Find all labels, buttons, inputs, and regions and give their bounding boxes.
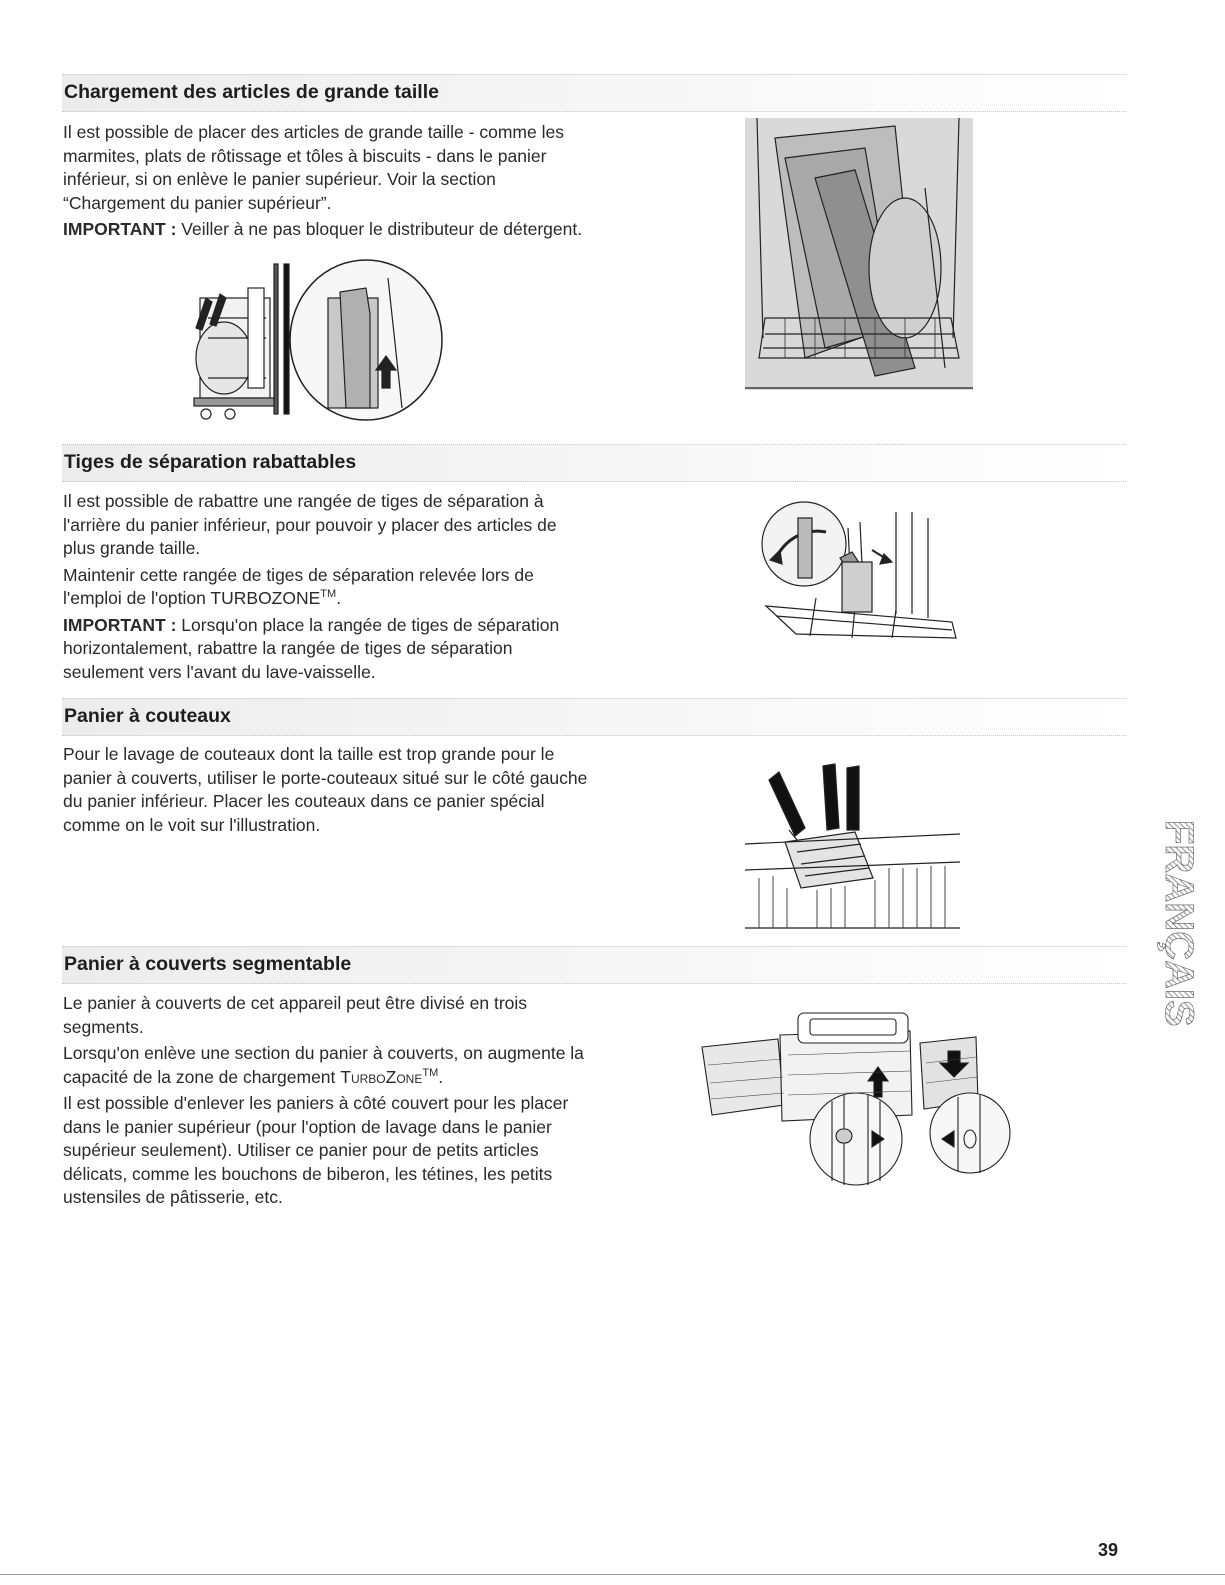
paragraph: Pour le lavage de couteaux dont la taille est trop grande pour le panier à couverts, utiliser le porte-couteaux situé sur le côté gauche du panier inférieur. Placer les couteaux dans ce panier spécial comme on le voit sur l'illustration. <box>63 744 588 835</box>
section-title: Chargement des articles de grande taille <box>64 81 439 103</box>
trademark-symbol: TM <box>422 1066 439 1079</box>
section-body-folding-tines <box>63 490 588 687</box>
section-header-large-items <box>62 74 1126 112</box>
important-note <box>63 614 588 685</box>
segmented-basket-illustration <box>698 1005 1018 1190</box>
paragraph-end: . <box>438 1066 444 1087</box>
brand-name: TurboZone <box>340 1066 423 1087</box>
folding-tines-illustration <box>756 498 960 650</box>
important-note <box>63 218 588 242</box>
paragraph <box>63 1042 588 1089</box>
knife-basket-illustration <box>745 758 960 933</box>
section-header-segmented-basket <box>62 946 1126 984</box>
dispenser-detail-illustration <box>188 258 458 428</box>
section-body-large-items <box>63 121 588 245</box>
section-body-knife-basket <box>63 743 588 840</box>
paragraph: Le panier à couverts de cet appareil peut être divisé en trois segments. <box>63 993 528 1037</box>
section-header-folding-tines <box>62 444 1126 482</box>
large-items-rack-illustration <box>745 118 973 390</box>
section-header-knife-basket <box>62 698 1126 736</box>
language-side-tab <box>1152 812 1198 1080</box>
paragraph <box>63 564 588 611</box>
important-label: IMPORTANT : <box>63 219 177 239</box>
section-title: Tiges de séparation rabattables <box>64 451 357 473</box>
section-title: Panier à couteaux <box>64 705 231 727</box>
paragraph: Il est possible d'enlever les paniers à côté couvert pour les placer dans le panier supérieur (pour l'option de lavage dans le panier supérieur seulement). Utiliser ce panier pour de petits articles délicats, comme les bouchons de biberon, les tétines, les petits ustensiles de pâtisserie, etc. <box>63 1093 569 1207</box>
important-text: Lorsqu'on place la rangée de tiges de séparation horizontalement, rabattre la rangée de tiges de séparation seulement vers l'avant du lave-vaisselle. <box>63 614 560 682</box>
paragraph: Il est possible de rabattre une rangée de tiges de séparation à l'arrière du panier inférieur, pour pouvoir y placer des articles de plus grande taille. <box>63 491 557 558</box>
page-number: 39 <box>1098 1540 1119 1560</box>
section-body-segmented-basket <box>63 992 588 1213</box>
paragraph: Il est possible de placer des articles de grande taille - comme les marmites, plats de rôtissage et tôles à biscuits - dans le panier inférieur, si on enlève le panier supérieur. Voir la section “Chargement du panier supérieur”. <box>63 122 564 213</box>
important-text: Veiller à ne pas bloquer le distributeur de détergent. <box>176 219 583 239</box>
side-tab-label: FRANÇAIS <box>1157 820 1198 1027</box>
important-label: IMPORTANT : <box>63 614 177 635</box>
trademark-symbol: TM <box>320 588 337 601</box>
paragraph-end: . <box>336 588 342 608</box>
bottom-rule <box>0 1574 1225 1575</box>
paragraph-text: Lorsqu'on enlève une section du panier à couverts, on augmente la capacité de la zone de chargement <box>63 1043 584 1087</box>
paragraph-text: Maintenir cette rangée de tiges de séparation relevée lors de l'emploi de l'option TURBOZONE <box>63 564 534 608</box>
section-title: Panier à couverts segmentable <box>64 953 352 975</box>
